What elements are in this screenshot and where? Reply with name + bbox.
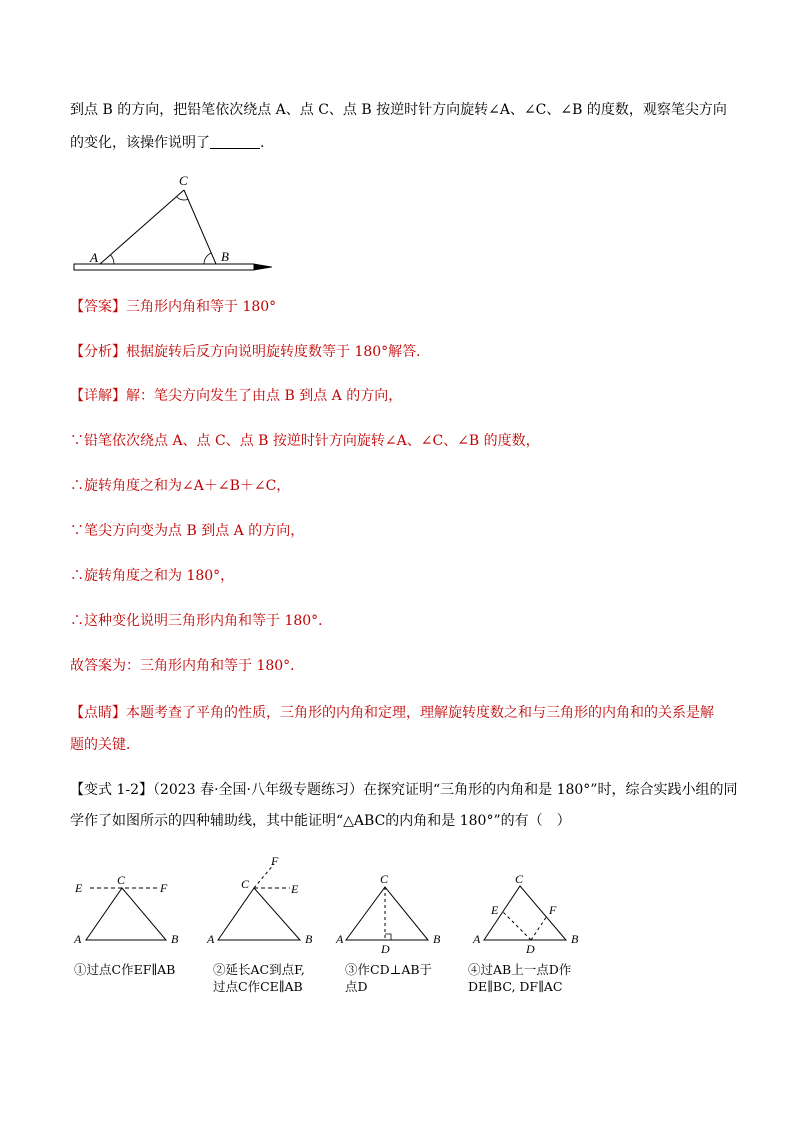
auxiliary-figures xyxy=(60,850,600,960)
pencil-tip xyxy=(254,264,272,270)
fig4-label-a: A xyxy=(473,932,481,946)
fig2-label-c: C xyxy=(241,877,250,891)
fig4-line-df xyxy=(531,916,547,940)
problem-line-2-text: 的变化，该操作说明了 xyxy=(70,135,210,151)
problem-line-2 xyxy=(70,133,264,153)
label-c: C xyxy=(179,173,188,188)
comment-text-1: 本题考查了平角的性质，三角形的内角和定理，理解旋转度数之和与三角形的内角和的关系是解 xyxy=(126,705,714,721)
analysis-text: 根据旋转后反方向说明旋转度数等于 180°解答． xyxy=(126,344,431,360)
fig2-label-f: F xyxy=(271,854,279,868)
label-b: B xyxy=(221,249,229,264)
fig3-label-a: A xyxy=(336,932,344,946)
analysis-line xyxy=(70,342,430,362)
fig4-label-c: C xyxy=(515,872,524,886)
comment-tag: 【点睛】 xyxy=(70,705,126,721)
fig1-label-f: F xyxy=(160,881,168,895)
fig1-label-b: B xyxy=(171,932,179,946)
fig3-label-c: C xyxy=(380,872,389,886)
detail-line-3: ∴旋转角度之和为∠A＋∠B＋∠C， xyxy=(70,478,291,494)
detail-tag: 【详解】 xyxy=(70,388,126,404)
fig3-triangle xyxy=(346,887,428,940)
detail-line-7: 故答案为：三角形内角和等于 180°． xyxy=(70,658,305,674)
problem-line-1: 到点 B 的方向，把铅笔依次绕点 A、点 C、点 B 按逆时针方向旋转∠A、∠C、∠B 的度数，观察笔尖方向 xyxy=(70,102,727,118)
comment-line-1 xyxy=(70,703,714,723)
answer-text: 三角形内角和等于 180° xyxy=(126,299,277,315)
figure-2 xyxy=(206,854,313,946)
fig4-line-de xyxy=(503,912,531,940)
detail-text-1: 解：笔尖方向发生了由点 B 到点 A 的方向， xyxy=(126,388,403,404)
pencil-triangle-figure xyxy=(60,168,290,278)
answer-tag: 【答案】 xyxy=(70,299,126,315)
answer-line xyxy=(70,297,276,317)
detail-line-4: ∵笔尖方向变为点 B 到点 A 的方向， xyxy=(70,523,305,539)
label-a: A xyxy=(90,250,98,265)
pencil-body xyxy=(74,264,254,270)
fig2-triangle xyxy=(218,888,300,940)
fig4-label-f: F xyxy=(549,903,557,917)
fig3-label-b: B xyxy=(433,932,441,946)
fig4-label-e: E xyxy=(491,903,499,917)
fig1-label-e: E xyxy=(75,881,83,895)
comment-line-2: 题的关键． xyxy=(70,737,140,753)
detail-line-6: ∴这种变化说明三角形内角和等于 180°． xyxy=(70,613,333,629)
fig4-caption-2: DE∥BC, DF∥AC xyxy=(468,979,563,994)
detail-line-5: ∴旋转角度之和为 180°， xyxy=(70,568,235,584)
variant-line-2: 学作了如图所示的四种辅助线，其中能证明“△ABC的内角和是 180°”的有（ ） xyxy=(70,813,571,829)
fig2-caption-2: 过点C作CE∥AB xyxy=(213,979,303,994)
fig4-caption-1: ④过AB上一点D作 xyxy=(468,962,572,977)
fig2-caption-1: ②延长AC到点F, xyxy=(213,962,305,977)
angle-arc-b xyxy=(204,253,211,264)
fig3-caption-2: 点D xyxy=(345,979,368,994)
angle-arc-c xyxy=(177,197,189,200)
fig1-label-c: C xyxy=(117,873,126,887)
fig1-caption: ①过点C作EF∥AB xyxy=(74,962,176,977)
detail-line-2: ∵铅笔依次绕点 A、点 C、点 B 按逆时针方向旋转∠A、∠C、∠B 的度数， xyxy=(70,433,540,449)
fig3-label-d: D xyxy=(381,942,390,956)
fig3-caption-1: ③作CD⊥AB于 xyxy=(345,962,433,977)
figure-3 xyxy=(335,872,441,956)
fig1-triangle xyxy=(86,888,166,940)
variant-line-1: 【变式 1-2】（2023 春·全国·八年级专题练习）在探究证明“三角形的内角和是 180°”时，综合实践小组的同 xyxy=(70,782,738,798)
fig1-label-a: A xyxy=(74,932,82,946)
detail-line-1 xyxy=(70,386,402,406)
analysis-tag: 【分析】 xyxy=(70,344,126,360)
fig2-label-e: E xyxy=(291,882,299,896)
fig2-label-b: B xyxy=(305,932,313,946)
fig3-right-angle-mark xyxy=(385,934,391,940)
fig2-label-a: A xyxy=(207,932,215,946)
problem-line-2-end: . xyxy=(260,135,265,151)
answer-blank xyxy=(210,134,260,149)
angle-arc-a xyxy=(111,255,115,264)
figure-1 xyxy=(73,873,179,946)
side-cb xyxy=(184,190,216,264)
figure-4 xyxy=(472,872,579,956)
fig4-label-d: D xyxy=(526,942,535,956)
fig4-label-b: B xyxy=(571,932,579,946)
side-ac xyxy=(100,190,184,264)
